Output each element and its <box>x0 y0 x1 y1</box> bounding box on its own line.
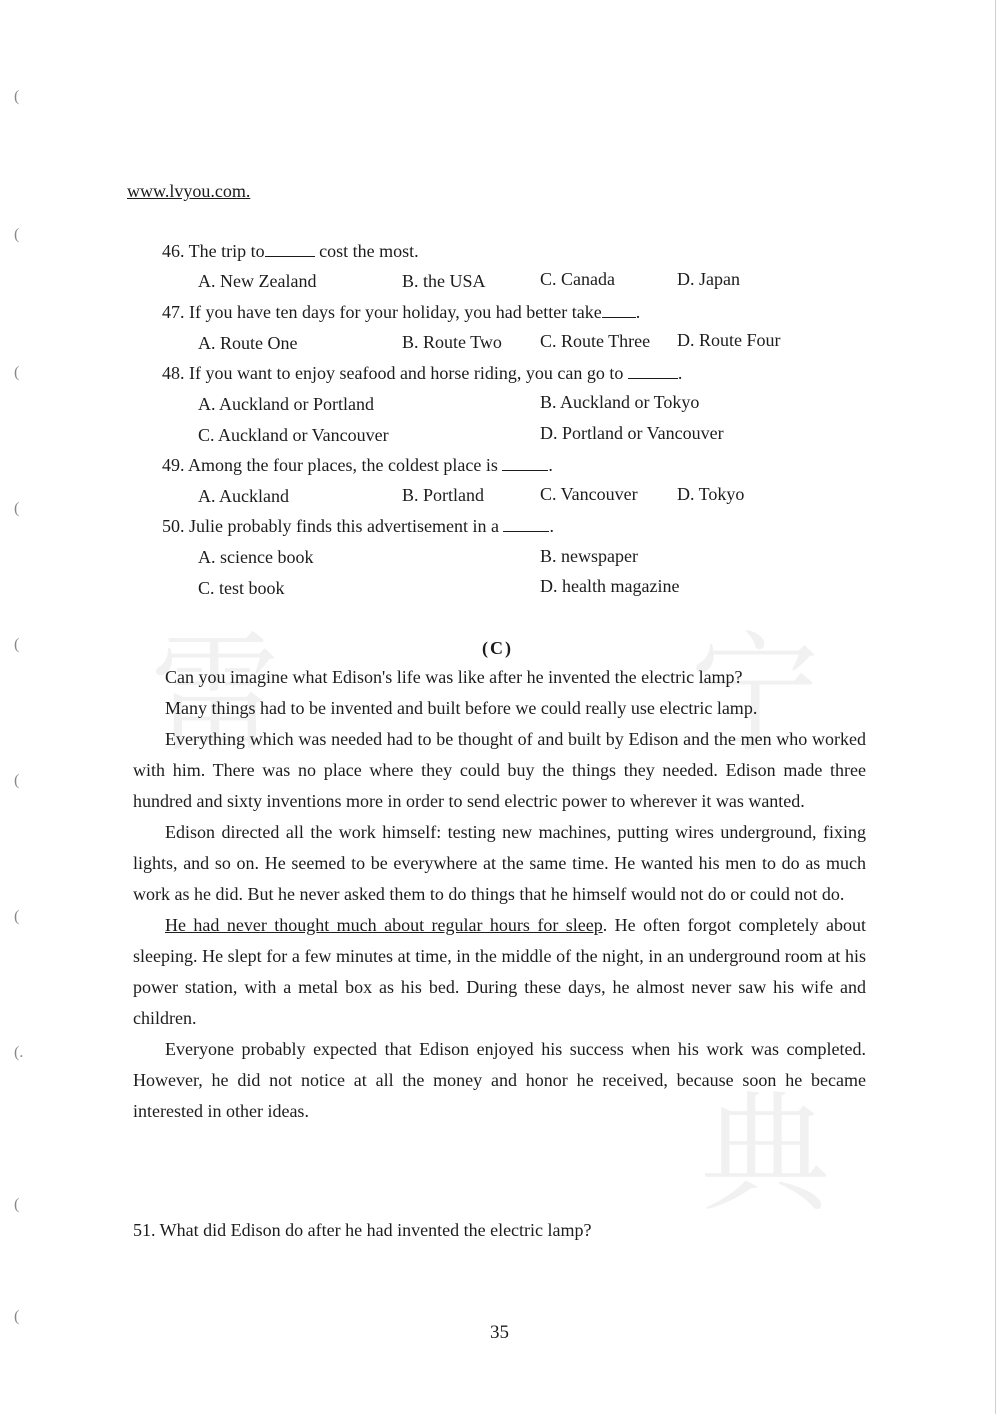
binding-mark: ( <box>14 226 20 243</box>
passage-paragraph: Everyone probably expected that Edison enjoyed his success when his work was completed. However, he did not notice at all the money and honor he received, because soon he became interested in other ideas. <box>133 1039 866 1121</box>
question-49-suffix: . <box>548 455 553 475</box>
option: C. Canada <box>540 269 615 289</box>
passage-paragraph: Everything which was needed had to be thought of and built by Edison and the men who worked with him. There was no place where they could buy the things they needed. Edison made three hundred and sixty inventions more in order to send electric power to wherever it was wanted. <box>133 729 866 811</box>
page-edge-line <box>995 0 996 1414</box>
question-48 <box>162 362 682 384</box>
answer-blank <box>502 455 548 471</box>
section-heading: (C) <box>482 638 513 658</box>
option: D. Portland or Vancouver <box>540 423 724 443</box>
passage-paragraph: Can you imagine what Edison's life was like after he invented the electric lamp? <box>165 667 743 687</box>
option: B. Portland <box>402 485 485 505</box>
option: A. Auckland <box>198 486 289 506</box>
question-47 <box>162 301 640 323</box>
question-51: 51. What did Edison do after he had invented the electric lamp? <box>133 1220 592 1240</box>
binding-mark: ( <box>14 772 20 789</box>
binding-mark: ( <box>14 500 20 517</box>
option: B. Auckland or Tokyo <box>540 392 700 412</box>
watermark-glyph: 典 <box>700 1078 831 1230</box>
question-49 <box>162 454 553 476</box>
binding-mark: ( <box>14 636 20 653</box>
underlined-sentence: He had never thought much about regular hours for sleep <box>165 915 603 935</box>
option: D. Japan <box>677 269 740 289</box>
binding-mark: (. <box>14 1044 24 1061</box>
question-46 <box>162 240 419 262</box>
option: C. Vancouver <box>540 484 638 504</box>
question-50-prefix: 50. Julie probably finds this advertisement in a <box>162 516 499 536</box>
reading-passage <box>133 662 866 1127</box>
option: C. Route Three <box>540 331 651 351</box>
question-47-prefix: 47. If you have ten days for your holiday, you had better take <box>162 302 602 322</box>
option: D. health magazine <box>540 576 680 596</box>
question-50-suffix: . <box>549 516 554 536</box>
binding-mark: ( <box>14 364 20 381</box>
option: C. test book <box>198 578 285 598</box>
answer-blank <box>503 516 549 532</box>
option: B. Route Two <box>402 332 502 352</box>
passage-text: . He often forgot completely about sleeping. He slept for a few minutes at time, in the middle of the night, in an underground room at his power station, with a metal box as his bed. During these days, he almost never saw his wife and children. <box>133 915 866 1028</box>
binding-mark: ( <box>14 1308 20 1325</box>
option: B. newspaper <box>540 546 638 566</box>
option: C. Auckland or Vancouver <box>198 425 389 445</box>
binding-mark: ( <box>14 908 20 925</box>
page-number: 35 <box>490 1322 509 1343</box>
option: B. the USA <box>402 271 486 291</box>
option: D. Tokyo <box>677 484 745 504</box>
passage-paragraph: Edison directed all the work himself: testing new machines, putting wires underground, fixing lights, and so on. He seemed to be everywhere at the same time. He wanted his men to do as much work as he did. But he never asked them to do things that he himself would not do or could not do. <box>133 822 866 904</box>
answer-blank <box>628 363 678 379</box>
question-46-prefix: 46. The trip to <box>162 241 265 261</box>
header-url: www.lvyou.com. <box>127 181 251 201</box>
passage-paragraph: Many things had to be invented and built before we could really use electric lamp. <box>165 698 758 718</box>
binding-mark: ( <box>14 1196 20 1213</box>
answer-blank <box>602 302 636 318</box>
watermark-glyph: 宁 <box>690 618 821 770</box>
question-50 <box>162 515 554 537</box>
option: A. Auckland or Portland <box>198 394 374 414</box>
question-46-suffix: cost the most. <box>319 241 419 261</box>
question-47-suffix: . <box>635 302 641 322</box>
watermark-glyph: 雷 <box>150 618 281 770</box>
option: A. New Zealand <box>198 271 317 291</box>
binding-mark: ( <box>14 88 20 105</box>
option: D. Route Four <box>677 330 781 350</box>
question-48-prefix: 48. If you want to enjoy seafood and horse riding, you can go to <box>162 363 624 383</box>
question-49-prefix: 49. Among the four places, the coldest place is <box>162 455 498 475</box>
question-48-suffix: . <box>677 363 683 383</box>
option: A. science book <box>198 547 314 567</box>
passage-paragraph <box>133 910 866 1034</box>
answer-blank <box>265 241 315 257</box>
option: A. Route One <box>198 333 298 353</box>
